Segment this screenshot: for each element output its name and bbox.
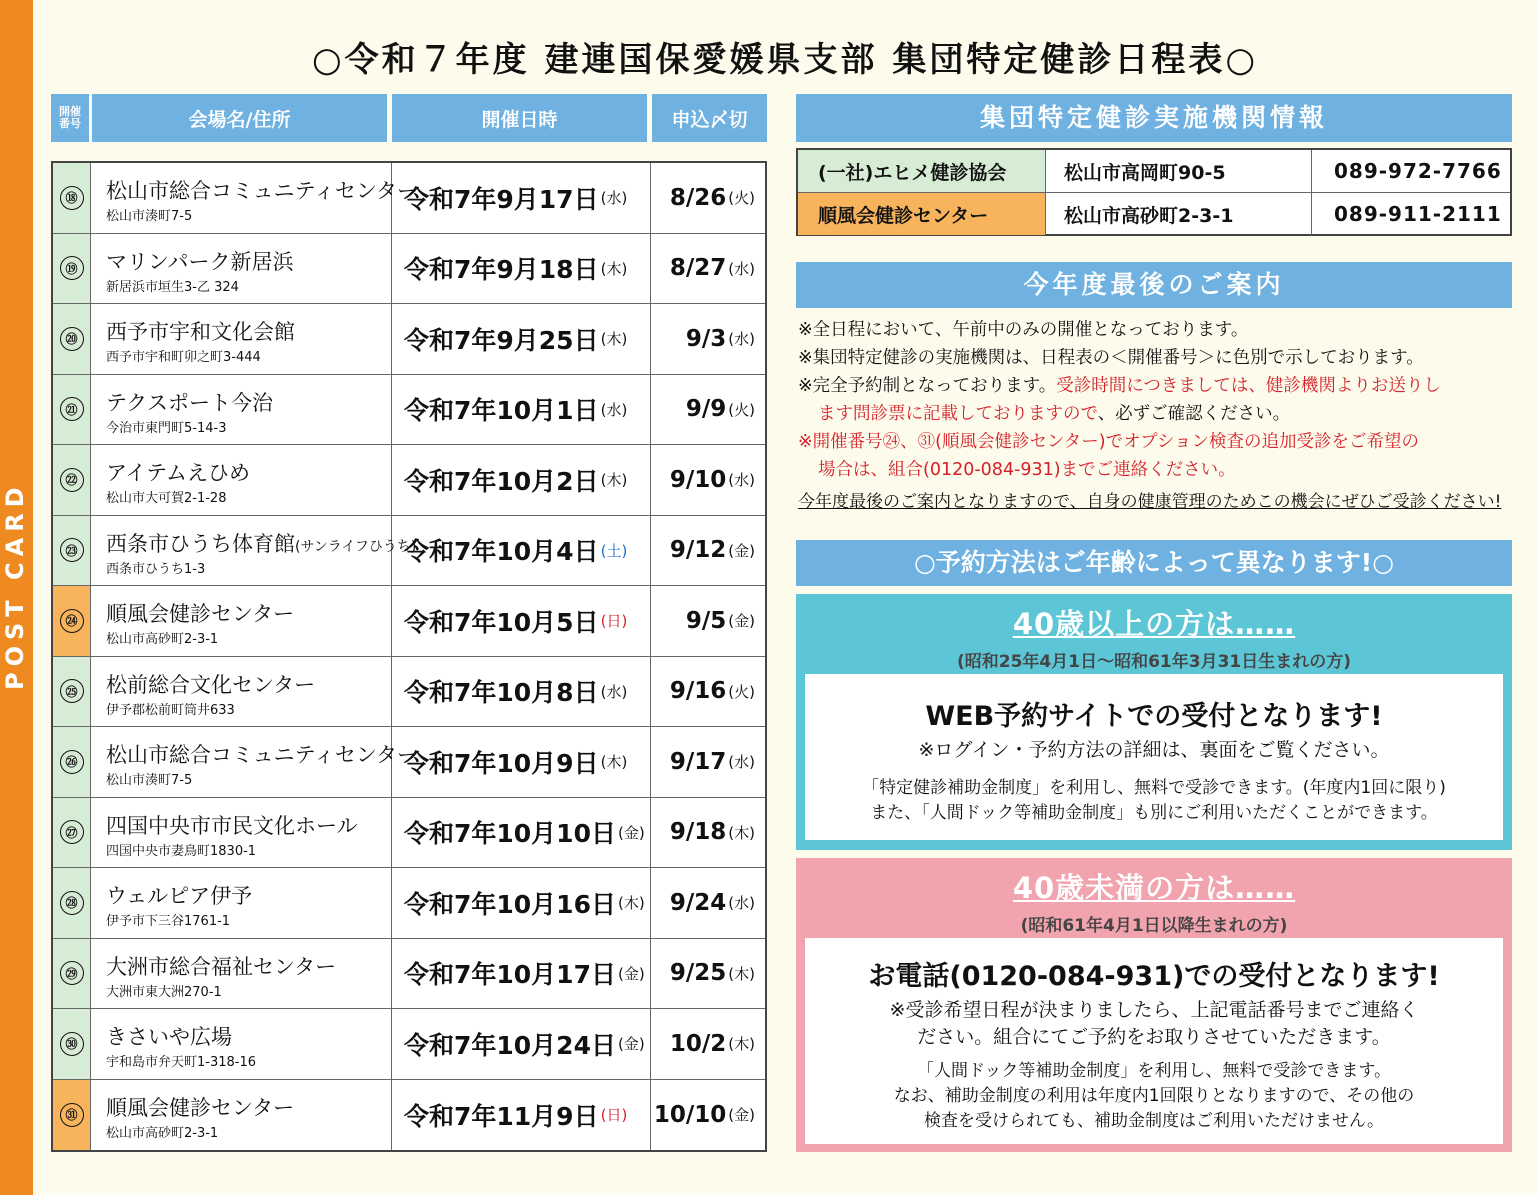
deadline-date: 9/25 [669, 960, 727, 987]
under40-note: なお、補助金制度の利用は年度内1回限りとなりますので、その他の [893, 1086, 1415, 1106]
deadline-cell [651, 657, 765, 727]
row-number: ㉕ [60, 679, 84, 703]
row-number-cell [53, 868, 91, 938]
deadline-date: 9/3 [685, 325, 727, 352]
event-weekday: (日) [600, 612, 628, 631]
notice-line: ※集団特定健診の実施機関は、日程表の＜開催番号＞に色別で示しております。 [798, 348, 1424, 368]
deadline-weekday: (火) [728, 400, 755, 419]
venue-address: 西予市宇和町卯之町3-444 [106, 350, 261, 365]
under40-title: 40歳未満の方は…… [1012, 871, 1296, 905]
event-date: 令和7年10月9日 [404, 748, 599, 778]
over40-main: WEB予約サイトでの受付となります! [925, 701, 1383, 732]
over40-note: 「特定健診補助金制度」を利用し、無料で受診できます。(年度内1回に限り) [862, 778, 1446, 798]
venue-name [106, 316, 295, 346]
row-number: ㉓ [60, 538, 84, 562]
event-date: 令和7年10月4日 [404, 537, 599, 567]
table-row [53, 304, 765, 375]
venue-cell [91, 657, 392, 727]
event-date: 令和7年9月17日 [404, 184, 599, 214]
date-cell [392, 375, 651, 445]
event-date: 令和7年10月24日 [404, 1030, 616, 1060]
deadline-weekday: (金) [728, 541, 755, 560]
page-title: ○令和７年度 建連国保愛媛県支部 集団特定健診日程表○ [311, 40, 1258, 80]
event-weekday: (金) [617, 823, 645, 842]
row-number: ㉑ [60, 397, 84, 421]
table-row [53, 939, 765, 1010]
row-number-cell [53, 586, 91, 656]
deadline-weekday: (火) [728, 682, 755, 701]
deadline-weekday: (水) [728, 471, 755, 490]
date-cell [392, 939, 651, 1009]
header-deadline: 申込〆切 [652, 94, 767, 142]
deadline-cell [651, 163, 765, 233]
venue-cell [91, 234, 392, 304]
table-row [53, 516, 765, 587]
notice-line: ※全日程において、午前中のみの開催となっております。 [798, 320, 1249, 340]
venue-cell [91, 1009, 392, 1079]
notice-text: 、必ずご確認ください。 [1097, 404, 1291, 424]
event-weekday: (水) [600, 682, 628, 701]
venue-address: 新居浜市垣生3-乙 324 [106, 279, 239, 295]
notice-line: ※開催番号㉔、㉛(順風会健診センター)でオプション検査の追加受診をご希望の [798, 432, 1420, 452]
event-date: 令和7年9月18日 [404, 255, 599, 285]
venue-address: 松山市大可賀2-1-28 [106, 491, 227, 506]
notice-line [798, 400, 1518, 428]
deadline-cell [651, 1080, 765, 1151]
over40-note: また、「人間ドック等補助金制度」も別にご利用いただくことができます。 [870, 803, 1438, 823]
row-number: ㉒ [60, 468, 84, 492]
venue-name-sub: (サンライフひうち) [295, 538, 417, 555]
event-date: 令和7年10月17日 [404, 960, 616, 990]
venue-address: 松山市湊町7-5 [106, 773, 193, 788]
row-number-cell [53, 516, 91, 586]
table-row [53, 727, 765, 798]
reservation-heading: ○予約方法はご年齢によって異なります!○ [796, 540, 1512, 586]
date-cell [392, 304, 651, 374]
venue-name-text: マリンパーク新居浜 [106, 249, 294, 274]
event-weekday: (土) [600, 541, 628, 560]
date-cell [392, 586, 651, 656]
venue-name [106, 880, 252, 910]
venue-cell [91, 939, 392, 1009]
venue-name-text: きさいや広場 [106, 1025, 232, 1049]
venue-name-text: 大洲市総合福祉センター [106, 954, 337, 979]
table-row [53, 657, 765, 728]
venue-cell [91, 727, 419, 797]
row-number-cell [53, 727, 91, 797]
row-number-cell [53, 1009, 91, 1079]
institutions-heading: 集団特定健診実施機関情報 [796, 94, 1512, 142]
notice-text-red: 受診時間につきましては、健診機関よりお送りし [1056, 376, 1441, 396]
venue-cell [91, 304, 392, 374]
venue-cell [91, 586, 392, 656]
date-cell [392, 1009, 651, 1079]
date-cell [392, 727, 651, 797]
institution-row [798, 150, 1510, 193]
venue-name [106, 598, 294, 628]
venue-name-text: 順風会健診センター [106, 1095, 295, 1120]
deadline-weekday: (水) [728, 259, 755, 278]
venue-name [106, 457, 250, 487]
notice-line: 場合は、組合(0120-084-931)までご連絡ください。 [818, 460, 1236, 480]
deadline-date: 9/16 [669, 678, 727, 705]
table-row [53, 1009, 765, 1080]
table-row [53, 234, 765, 305]
event-weekday: (木) [600, 330, 628, 349]
venue-cell [91, 163, 419, 233]
venue-name [106, 387, 273, 417]
institution-tel: 089-972-7766 [1334, 159, 1502, 183]
table-row [53, 445, 765, 516]
row-number-cell [53, 939, 91, 1009]
venue-name-text: 順風会健診センター [106, 602, 295, 626]
under40-box [796, 858, 1512, 1152]
row-number-cell [53, 234, 91, 304]
row-number-cell [53, 375, 91, 445]
venue-cell [91, 868, 392, 938]
event-weekday: (木) [600, 753, 628, 772]
event-date: 令和7年10月16日 [404, 889, 616, 919]
date-cell [392, 163, 651, 233]
date-cell [392, 1080, 651, 1151]
header-number-line1: 開催 [59, 105, 81, 118]
over40-title: 40歳以上の方は…… [1012, 607, 1296, 641]
event-weekday: (木) [600, 471, 628, 490]
deadline-weekday: (水) [728, 330, 755, 349]
event-weekday: (木) [617, 894, 645, 913]
row-number: ㉖ [60, 750, 84, 774]
institution-row [798, 193, 1510, 235]
event-date: 令和7年10月10日 [404, 819, 616, 849]
notice-text-red: ます問診票に記載しておりますので [818, 404, 1098, 424]
event-date: 令和7年10月8日 [404, 678, 599, 708]
deadline-cell [651, 586, 765, 656]
deadline-cell [651, 727, 765, 797]
deadline-date: 10/2 [669, 1030, 727, 1057]
event-date: 令和7年11月9日 [404, 1101, 599, 1131]
table-row [53, 586, 765, 657]
venue-name [106, 951, 336, 981]
header-venue: 会場名/住所 [92, 94, 387, 142]
table-row [53, 163, 765, 234]
venue-cell [91, 375, 392, 445]
deadline-weekday: (火) [728, 189, 755, 208]
under40-note: 検査を受けられても、補助金制度はご利用いただけません。 [923, 1111, 1385, 1131]
deadline-weekday: (木) [728, 823, 755, 842]
deadline-date: 9/17 [669, 748, 727, 775]
venue-address: 伊予市下三谷1761-1 [106, 914, 231, 929]
date-cell [392, 516, 651, 586]
row-number: ㉔ [60, 609, 84, 633]
row-number-cell [53, 445, 91, 515]
event-date: 令和7年10月5日 [404, 607, 599, 637]
institution-name: 順風会健診センター [798, 193, 1046, 235]
venue-address: 松山市高砂町2-3-1 [106, 1125, 219, 1141]
table-row [53, 375, 765, 446]
venue-name-text: アイテムえひめ [106, 461, 251, 485]
venue-name [106, 669, 315, 699]
venue-name-text: 西条市ひうち体育館 [106, 531, 295, 556]
row-number-cell [53, 1080, 91, 1151]
venue-address: 四国中央市妻鳥町1830-1 [106, 843, 257, 859]
deadline-date: 9/5 [685, 607, 727, 634]
notice-body [798, 316, 1518, 516]
venue-name-text: 松山市総合コミュニティセンター [106, 179, 419, 203]
deadline-weekday: (金) [728, 612, 755, 631]
under40-body [805, 938, 1503, 1144]
venue-cell [91, 516, 417, 586]
venue-name [106, 246, 294, 276]
row-number-cell [53, 304, 91, 374]
venue-name [106, 1021, 232, 1051]
under40-main: お電話(0120-084-931)での受付となります! [868, 961, 1440, 992]
deadline-date: 9/12 [669, 537, 727, 564]
venue-name [106, 810, 358, 840]
deadline-weekday: (水) [728, 753, 755, 772]
over40-sub: ※ログイン・予約方法の詳細は、裏面をご覧ください。 [918, 739, 1390, 761]
under40-note: 「人間ドック等補助金制度」を利用し、無料で受診できます。 [917, 1061, 1391, 1081]
deadline-cell [651, 868, 765, 938]
deadline-date: 9/10 [669, 466, 727, 493]
event-date: 令和7年10月2日 [404, 466, 599, 496]
under40-sub: ※受診希望日程が決まりましたら、上記電話番号までご連絡く [889, 999, 1419, 1021]
under40-sub: ださい。組合にてご予約をお取りさせていただきます。 [917, 1026, 1391, 1048]
institution-address: 松山市高砂町2-3-1 [1046, 193, 1312, 235]
deadline-cell [651, 304, 765, 374]
over40-body [805, 674, 1503, 840]
deadline-date: 8/26 [669, 184, 727, 211]
row-number: ⑳ [60, 327, 84, 351]
venue-name [106, 175, 418, 205]
venue-cell [91, 1080, 392, 1151]
deadline-date: 9/9 [685, 396, 727, 423]
venue-name-text: テクスポート今治 [106, 390, 273, 415]
date-cell [392, 445, 651, 515]
venue-address: 今治市東門町5-14-3 [106, 420, 227, 436]
deadline-cell [651, 375, 765, 445]
row-number-cell [53, 163, 91, 233]
deadline-cell [651, 1009, 765, 1079]
venue-name [106, 1092, 294, 1122]
institution-tel: 089-911-2111 [1334, 202, 1502, 226]
venue-cell [91, 445, 392, 515]
date-cell [392, 657, 651, 727]
under40-range: (昭和61年4月1日以降生まれの方) [1020, 916, 1288, 936]
over40-range: (昭和25年4月1日〜昭和61年3月31日生まれの方) [957, 652, 1351, 672]
row-number-cell [53, 798, 91, 868]
table-row [53, 798, 765, 869]
event-weekday: (日) [600, 1106, 628, 1125]
venue-address: 松山市高砂町2-3-1 [106, 632, 219, 647]
venue-name-text: 西予市宇和文化会館 [106, 320, 295, 344]
notice-line [798, 372, 1518, 400]
deadline-cell [651, 445, 765, 515]
deadline-cell [651, 798, 765, 868]
venue-address: 伊予郡松前町筒井633 [106, 702, 235, 718]
institutions-table [796, 148, 1512, 236]
notice-text: ※完全予約制となっております。 [798, 376, 1057, 396]
venue-name-text: ウェルピア伊予 [106, 884, 253, 908]
deadline-date: 9/24 [669, 889, 727, 916]
header-number [51, 94, 89, 142]
row-number-cell [53, 657, 91, 727]
notice-heading: 今年度最後のご案内 [796, 262, 1512, 308]
venue-address: 宇和島市弁天町1-318-16 [106, 1055, 257, 1070]
sidebar [0, 0, 33, 1195]
venue-name [106, 528, 416, 558]
row-number: ⑲ [60, 256, 84, 280]
venue-name [106, 739, 418, 769]
event-date: 令和7年9月25日 [404, 325, 599, 355]
over40-header [796, 594, 1512, 672]
row-number: ㉙ [60, 961, 84, 985]
institution-address: 松山市高岡町90-5 [1046, 150, 1312, 192]
row-number: ㉚ [60, 1032, 84, 1056]
row-number: ㉗ [60, 820, 84, 844]
venue-cell [91, 798, 392, 868]
deadline-weekday: (木) [728, 1035, 755, 1054]
row-number: ⑱ [60, 186, 84, 210]
header-number-line2: 番号 [59, 117, 81, 130]
venue-address: 大洲市東大洲270-1 [106, 984, 222, 1000]
institution-name: (一社)エヒメ健診協会 [798, 150, 1046, 192]
schedule-table [51, 161, 767, 1152]
venue-address: 西条市ひうち1-3 [106, 561, 206, 577]
row-number: ㉘ [60, 891, 84, 915]
date-cell [392, 798, 651, 868]
deadline-weekday: (木) [728, 964, 755, 983]
event-weekday: (木) [600, 259, 628, 278]
event-weekday: (金) [617, 1035, 645, 1054]
venue-name-text: 松前総合文化センター [106, 672, 316, 697]
header-datetime: 開催日時 [392, 94, 647, 142]
venue-name-text: 四国中央市市民文化ホール [106, 813, 358, 838]
event-weekday: (金) [617, 964, 645, 983]
row-number: ㉛ [60, 1103, 84, 1127]
post-card-label: POST CARD [1, 481, 29, 690]
event-date: 令和7年10月1日 [404, 396, 599, 426]
date-cell [392, 868, 651, 938]
notice-line: 今年度最後のご案内となりますので、自身の健康管理のためこの機会にぜひご受診ください! [798, 492, 1502, 512]
deadline-weekday: (金) [728, 1106, 755, 1125]
event-weekday: (水) [600, 189, 628, 208]
deadline-cell [651, 939, 765, 1009]
under40-header [796, 858, 1512, 936]
date-cell [392, 234, 651, 304]
venue-name-text: 松山市総合コミュニティセンター [106, 743, 419, 767]
deadline-cell [651, 234, 765, 304]
over40-box [796, 594, 1512, 850]
deadline-weekday: (水) [728, 894, 755, 913]
table-row [53, 868, 765, 939]
event-weekday: (水) [600, 400, 628, 419]
deadline-date: 8/27 [669, 255, 727, 282]
table-row [53, 1080, 765, 1151]
venue-address: 松山市湊町7-5 [106, 209, 193, 224]
deadline-date: 9/18 [669, 819, 727, 846]
deadline-cell [651, 516, 765, 586]
deadline-date: 10/10 [653, 1101, 727, 1128]
